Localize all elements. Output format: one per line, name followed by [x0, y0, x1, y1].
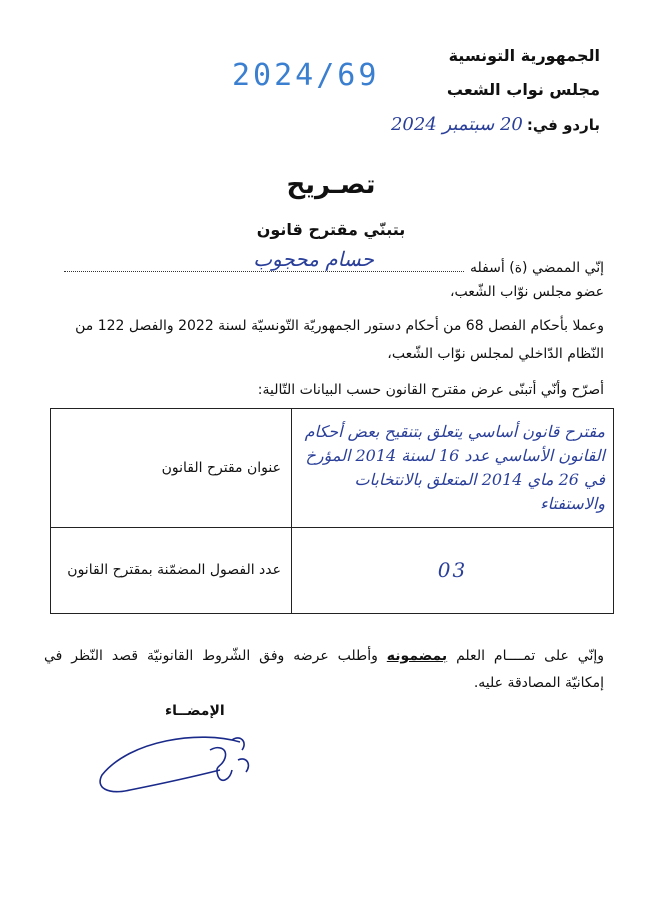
- signer-label: إنّي الممضي (ة) أسفله: [469, 260, 604, 276]
- signature-label: الإمضــاء: [165, 703, 225, 719]
- place-date-line: [391, 114, 600, 135]
- handwritten-signature: [90, 720, 270, 800]
- handwritten-date: 20 سبتمبر 2024: [390, 114, 523, 135]
- table-row: [51, 527, 614, 613]
- article-count-cell: [292, 527, 614, 613]
- law-title-label: عنوان مقترح القانون: [51, 409, 292, 528]
- article-count-label: عدد الفصول المضمّنة بمقترح القانون: [51, 527, 292, 613]
- document-subtitle: بتبنّي مقترح قانون: [256, 220, 406, 239]
- closing-text-pre: وإنّي على تمــــام العلم: [456, 648, 605, 664]
- header-assembly: مجلس نواب الشعب: [446, 80, 600, 99]
- registration-stamp: 2024/69: [232, 58, 380, 93]
- signer-dotted-field: [64, 247, 464, 272]
- header-republic: الجمهورية التونسية: [448, 46, 600, 65]
- closing-line-2: إمكانيّة المصادقة عليه.: [473, 675, 604, 691]
- table-row: [51, 409, 614, 528]
- intro-line: أصرّح وأنّي أتبنّى عرض مقترح القانون حسب البيانات التّالية:: [257, 382, 604, 398]
- law-proposal-table: [50, 408, 614, 614]
- law-title-cell: [292, 409, 614, 528]
- member-line: عضو مجلس نوّاب الشّعب،: [450, 284, 604, 300]
- legal-basis-line-2: النّظام الدّاخلي لمجلس نوّاب الشّعب،: [387, 346, 604, 362]
- closing-text-bold: بمضمونه: [386, 648, 448, 664]
- closing-text-post: وأطلب عرضه وفق الشّروط القانونيّة قصد النّظر في: [44, 648, 378, 664]
- signer-line: [44, 247, 604, 276]
- document-title: تصـريح: [286, 170, 376, 200]
- legal-basis-line-1: وعملا بأحكام الفصل 68 من أحكام دستور الجمهوريّة التّونسيّة لسنة 2022 والفصل 122 من: [75, 318, 604, 334]
- handwritten-article-count: 03: [437, 558, 468, 583]
- handwritten-signer-name: حسام محجوب: [253, 247, 374, 271]
- place-label: باردو في:: [526, 116, 600, 134]
- handwritten-law-title: مقترح قانون أساسي يتعلق بتنقيح بعض أحكام القانون الأساسي عدد 16 لسنة 2014 المؤرخ في 26 ماي 2014 المتعلق بالانتخابات والاستفتاء: [304, 421, 605, 513]
- closing-line-1: [44, 648, 604, 664]
